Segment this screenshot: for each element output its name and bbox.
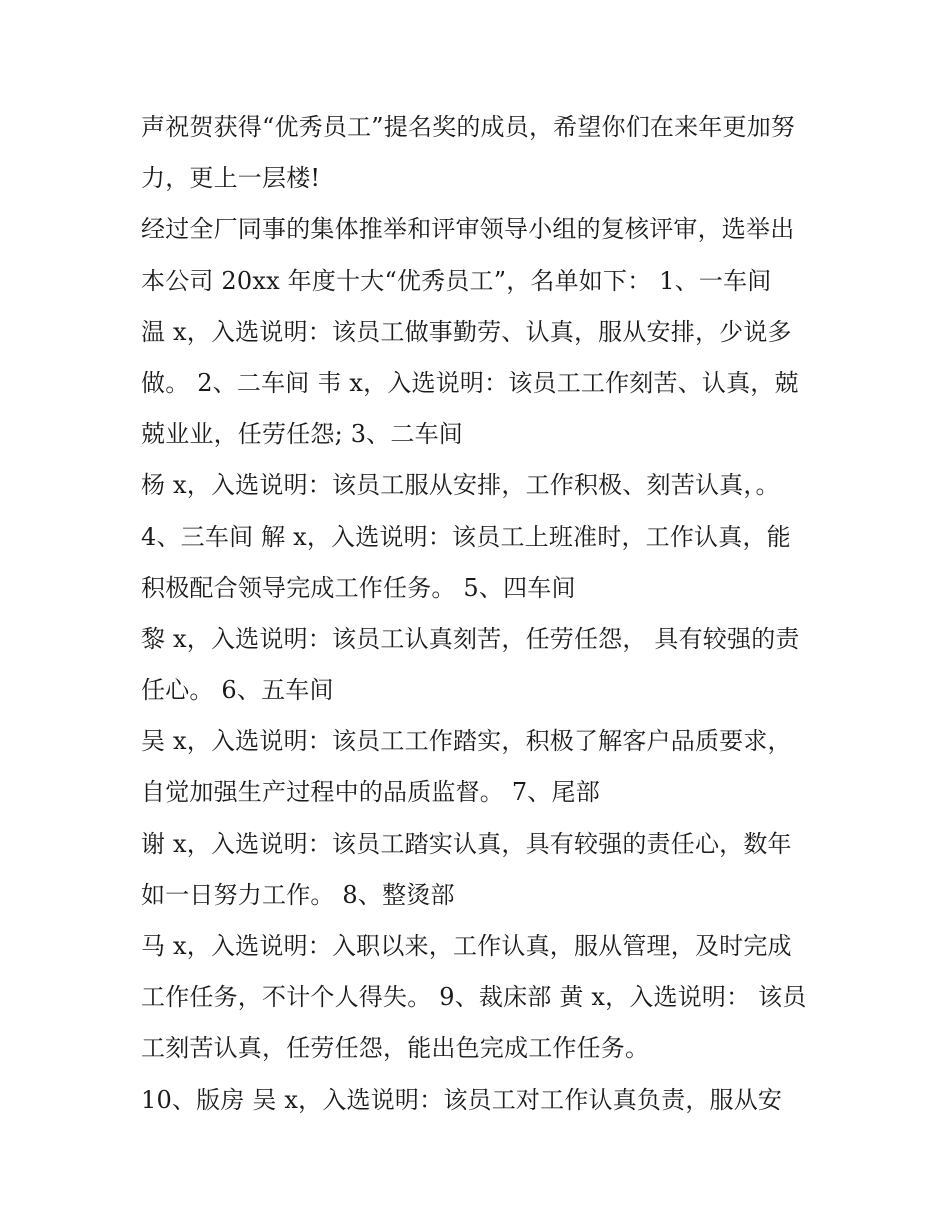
text-line: 积极配合领导完成工作任务。 5、四车间 [141,573,576,602]
text-line: 本公司 20xx 年度十大“优秀员工”，名单如下： 1、一车间 [141,266,772,295]
text-line: 工作任务，不计个人得失。 9、裁床部 黄 x，入选说明： 该员 [141,983,807,1012]
text-line: 做。 2、二车间 韦 x，入选说明：该员工工作刻苦、认真，兢 [141,368,799,397]
text-line: 如一日努力工作。 8、整烫部 [141,880,455,909]
text-line: 马 x，入选说明：入职以来，工作认真，服从管理，及时完成 [141,932,792,960]
text-line: 10、版房 吴 x，入选说明：该员工对工作认真负责，服从安 [141,1085,783,1114]
text-line: 自觉加强生产过程中的品质监督。 7、尾部 [141,778,600,807]
body-text [141,102,821,1126]
text-line: 任心。 6、五车间 [141,676,334,705]
text-line: 经过全厂同事的集体推举和评审领导小组的复核评审，选举出 [141,215,795,244]
text-line: 4、三车间 解 x，入选说明：该员工上班准时，工作认真，能 [141,522,791,551]
text-line: 温 x，入选说明：该员工做事勤劳、认真，服从安排，少说多 [141,317,792,346]
text-line: 声祝贺获得“优秀员工”提名奖的成员，希望你们在来年更加努 [141,113,796,141]
text-line: 工刻苦认真，任劳任怨，能出色完成工作任务。 [141,1034,650,1063]
text-line: 兢业业，任劳任怨; 3、二车间 [141,420,463,449]
text-line: 力，更上一层楼! [141,164,321,193]
text-line: 吴 x，入选说明：该员工工作踏实，积极了解客户品质要求， [141,727,792,756]
text-line: 杨 x，入选说明：该员工服从安排，工作积极、刻苦认真，。 [141,471,780,500]
text-line: 黎 x，入选说明：该员工认真刻苦，任劳任怨， 具有较强的责 [141,624,800,653]
text-line: 谢 x，入选说明：该员工踏实认真，具有较强的责任心，数年 [141,829,792,858]
